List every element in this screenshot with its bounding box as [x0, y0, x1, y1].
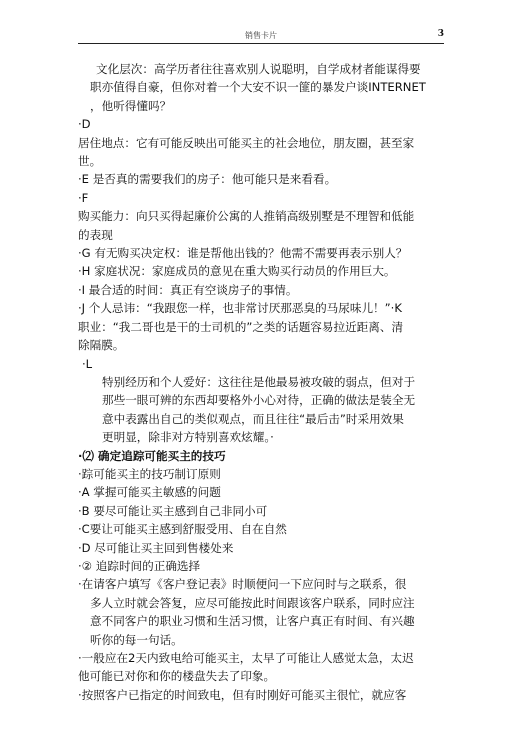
- section-heading: ·⑵ 确定追踪可能买主的技巧: [78, 448, 226, 463]
- text-line: ·A 掌握可能买主敏感的问题: [78, 485, 221, 500]
- text-line: 的表现: [78, 227, 113, 242]
- text-line: 意中表露出自己的类似观点，而且往往“最后击”时采用效果: [102, 411, 404, 426]
- text-line: ·G 有无购买决定权：谁是帮他出钱的？他需不需要再表示别人？: [78, 246, 408, 261]
- text-line: 职业：“我二哥也是干的士司机的”之类的话题容易拉近距离、清: [78, 319, 404, 334]
- text-line: ·H 家庭状况：家庭成员的意见在重大购买行动员的作用巨大。: [78, 264, 396, 279]
- text-line: ·② 追踪时间的正确选择: [78, 558, 201, 573]
- header-title: 销售卡片: [245, 31, 277, 40]
- document-body: [78, 60, 450, 704]
- text-line: 那些一眼可辨的东西却要格外小心对待，正确的做法是装全无: [102, 393, 416, 408]
- text-line: 他可能已对你和你的楼盘失去了印象。: [78, 669, 276, 684]
- text-line: 职亦值得自豪，但你对着一个大安不识一篚的暴发户谈INTERNET: [90, 80, 426, 95]
- text-line: ·I 最合适的时间：真正有空谈房子的事情。: [78, 282, 298, 297]
- header-rule: [78, 43, 444, 44]
- text-line: ·C要让可能买主感到舒服受用、自在自然: [78, 522, 287, 537]
- text-line: 除隔膜。: [78, 338, 125, 353]
- text-line: ·D: [78, 117, 91, 132]
- text-line: 购买能力：向只买得起廉价公寓的人推销高级别墅是不理智和低能: [78, 209, 415, 224]
- text-line: ，他听得懂吗？: [90, 98, 172, 113]
- page-number: 3: [437, 29, 444, 39]
- text-line: 特别经历和个人爱好：这往往是他最易被攻破的弱点，但对于: [102, 374, 416, 389]
- text-line: 文化层次：高学历者往往喜欢别人说聪明，自学成材者能谋得要: [96, 62, 421, 76]
- text-line: ·L: [82, 356, 93, 371]
- text-line: ·一般应在2天内致电给可能买主，太早了可能让人感觉太急，太迟: [78, 651, 414, 665]
- text-line: ·在请客户填写《客户登记表》时顺便问一下应问时与之联系，很: [78, 577, 407, 592]
- page-header: [78, 30, 444, 44]
- text-line: ·B 要尽可能让买主感到自己非同小可: [78, 503, 268, 518]
- text-line: 听你的每一句话。: [90, 632, 183, 647]
- text-line: 居住地点：它有可能反映出可能买主的社会地位，朋友圈，甚至家: [78, 135, 415, 150]
- text-line: ·踪可能买主的技巧制订原则: [78, 466, 221, 481]
- text-line: ·E 是否真的需要我们的房子：他可能只是来看看。: [78, 172, 337, 187]
- text-line: 世。: [78, 154, 102, 169]
- text-line: ·J 个人忌讳：“我跟您一样，也非常讨厌那恶臭的马尿味儿！”·K: [78, 301, 402, 316]
- text-line: 更明显，除非对方特别喜欢炫耀。·: [102, 430, 274, 445]
- text-line: 多人立时就会答复，应尽可能按此时间跟该客户联系，同时应注: [90, 595, 415, 610]
- text-line: ·F: [78, 190, 89, 205]
- text-line: ·D 尽可能让买主回到售楼处来: [78, 540, 234, 555]
- text-line: ·按照客户已指定的时间致电，但有时刚好可能买主很忙，就应客: [78, 687, 407, 702]
- text-line: 意不同客户的职业习惯和生活习惯，让客户真正有时间、有兴趣: [90, 614, 415, 629]
